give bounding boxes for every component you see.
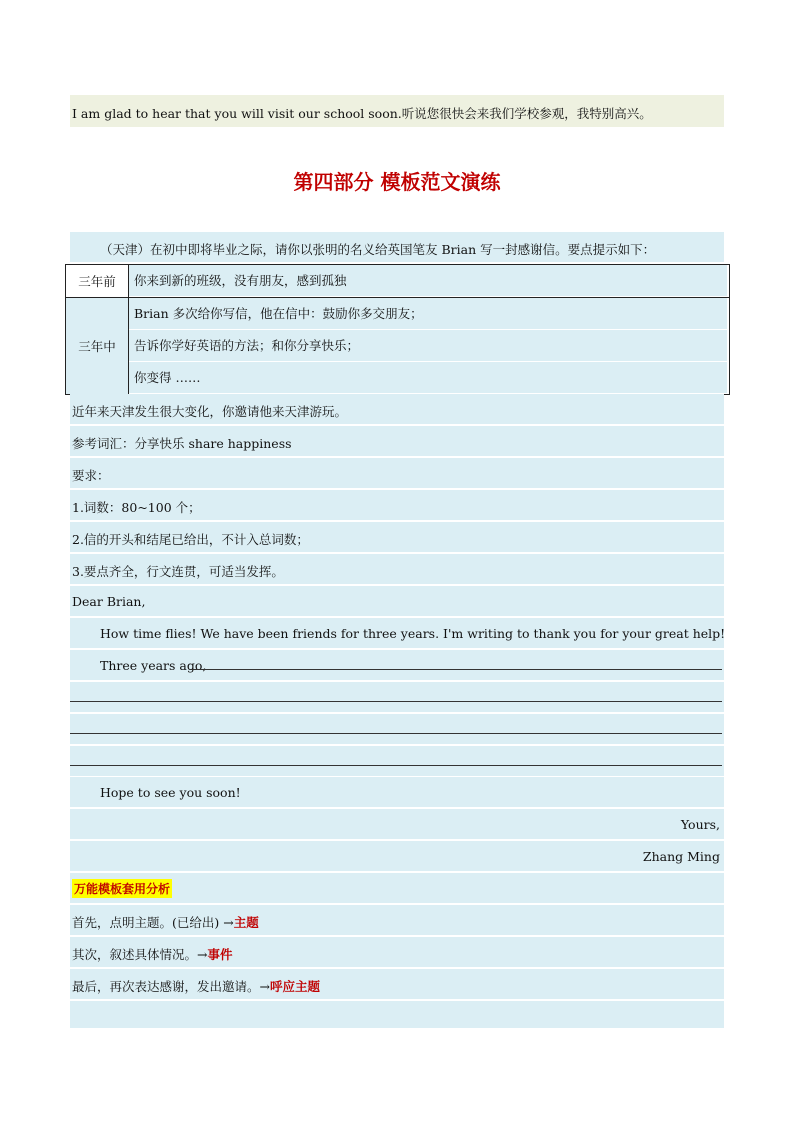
analysis-item-tag: 事件 (207, 947, 233, 962)
list-item (70, 522, 724, 553)
analysis-heading-row (70, 873, 724, 904)
letter-opening: How time flies! We have been friends for three years. I'm writing to thank you for your great help! (100, 626, 726, 641)
letter-closing-row (70, 777, 724, 808)
row2-label: 三年中 (66, 298, 129, 395)
intro-row (70, 232, 724, 263)
list-item (70, 426, 724, 457)
writing-line[interactable] (190, 669, 722, 670)
writing-row (70, 682, 724, 713)
blank-row (70, 1001, 724, 1029)
letter-signoff-row (70, 809, 724, 840)
top-sentence: I am glad to hear that you will visit our school soon.听说您很快会来我们学校参观，我特别高兴。 (72, 106, 652, 121)
analysis-item-text: 最后，再次表达感谢，发出邀请。→ (72, 979, 270, 994)
letter-greeting: Dear Brian, (72, 594, 146, 609)
list-item (70, 458, 724, 489)
writing-line[interactable] (70, 765, 722, 766)
requirement-item: 2.信的开头和结尾已给出，不计入总词数； (72, 532, 309, 547)
row1-text: 你来到新的班级，没有朋友，感到孤独 (129, 265, 727, 297)
hints-table (65, 264, 730, 395)
table-row (66, 298, 730, 395)
row1-label: 三年前 (66, 265, 129, 298)
tianjin-change-text: 近年来天津发生很大变化，你邀请他来天津游玩。 (72, 404, 348, 419)
analysis-item-tag: 呼应主题 (269, 979, 320, 994)
list-item (70, 490, 724, 521)
letter-greeting-row (70, 586, 724, 617)
letter-signoff: Yours, (680, 817, 720, 832)
analysis-item-text: 其次，叙述具体情况。→ (72, 947, 208, 962)
letter-closing: Hope to see you soon! (100, 785, 241, 800)
intro-text: （天津）在初中即将毕业之际，请你以张明的名义给英国笔友 Brian 写一封感谢信。要点提示如下： (100, 242, 656, 257)
analysis-item-text: 首先，点明主题。(已给出) → (72, 915, 234, 930)
requirements-heading: 要求： (72, 468, 110, 483)
row1-cell (129, 265, 730, 298)
row2-line: 你变得 …… (129, 362, 727, 394)
list-item (70, 905, 724, 936)
analysis-item (72, 945, 233, 963)
letter-prompt: Three years ago, (100, 658, 207, 673)
list-item (70, 554, 724, 585)
row2-cell (129, 298, 730, 395)
row2-line: 告诉你学好英语的方法；和你分享快乐； (129, 330, 727, 362)
analysis-item (72, 913, 259, 931)
table-row (66, 265, 730, 298)
analysis-heading: 万能模板套用分析 (72, 879, 172, 898)
letter-signature: Zhang Ming (642, 849, 720, 864)
top-sentence-row (70, 95, 724, 127)
writing-line[interactable] (70, 701, 722, 702)
writing-line[interactable] (70, 733, 722, 734)
letter-signature-row (70, 841, 724, 872)
letter-opening-row (70, 618, 724, 649)
list-item (70, 937, 724, 968)
writing-row (70, 746, 724, 777)
requirement-item: 1.词数：80~100 个； (72, 500, 201, 515)
analysis-item (72, 977, 320, 995)
section-title: 第四部分 模板范文演练 (293, 170, 501, 194)
list-item (70, 394, 724, 425)
letter-prompt-row (70, 650, 724, 681)
list-item (70, 969, 724, 1000)
analysis-item-tag: 主题 (233, 915, 259, 930)
vocab-hint-text: 参考词汇：分享快乐 share happiness (72, 436, 292, 451)
writing-row (70, 714, 724, 745)
requirement-item: 3.要点齐全，行文连贯，可适当发挥。 (72, 564, 284, 579)
row2-line: Brian 多次给你写信，他在信中：鼓励你多交朋友； (129, 298, 727, 330)
